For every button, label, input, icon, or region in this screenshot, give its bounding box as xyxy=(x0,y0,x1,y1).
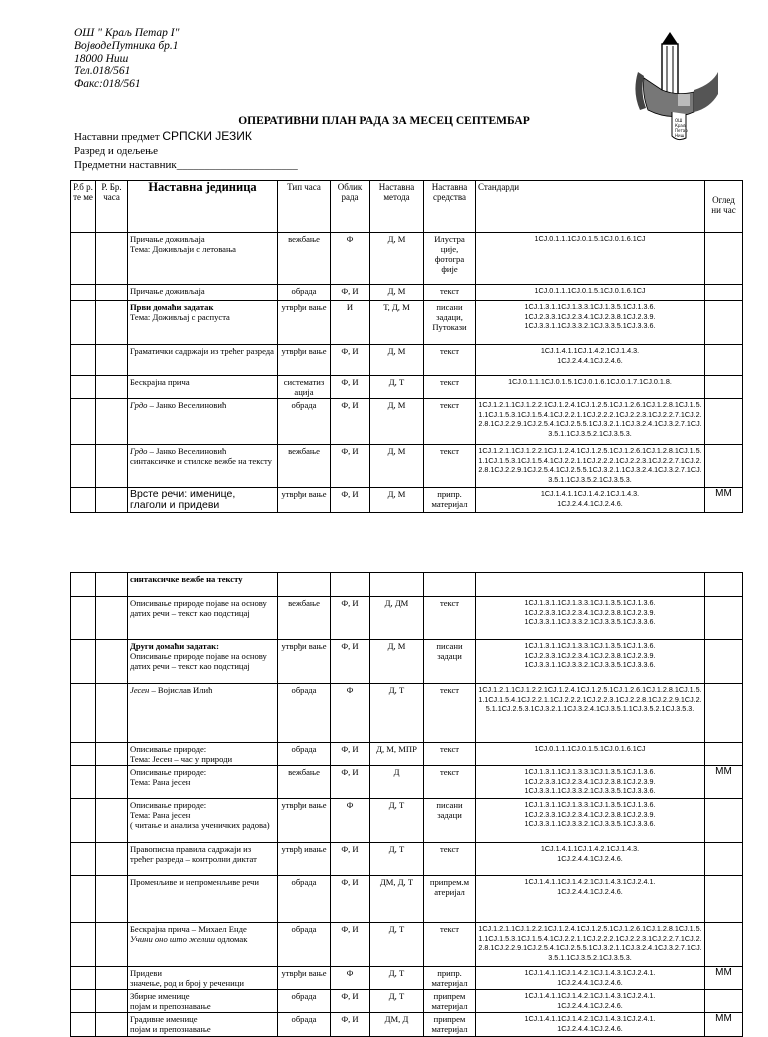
cell-form: Ф, И xyxy=(331,445,370,488)
cell-rb xyxy=(71,301,96,345)
cell-unit xyxy=(128,799,278,843)
cell-rb xyxy=(71,843,96,876)
cell-hour xyxy=(96,233,128,285)
cell-unit xyxy=(128,285,278,301)
cell-hour xyxy=(96,640,128,684)
cell-method: Д, Т xyxy=(370,799,424,843)
cell-method: Д, М xyxy=(370,345,424,376)
cell-observed: ММ xyxy=(705,967,743,990)
cell-means: припрем материјал xyxy=(424,990,476,1013)
cell-unit xyxy=(128,684,278,743)
subject-value: СРПСКИ ЈЕЗИК xyxy=(162,129,252,143)
cell-observed xyxy=(705,923,743,967)
teacher-label: Предметни наставник______________________ xyxy=(74,159,298,171)
cell-rb xyxy=(71,445,96,488)
cell-form: Ф, И xyxy=(331,923,370,967)
school-name: ОШ " Краљ Петар I" xyxy=(74,27,180,39)
cell-standards: 1CJ.1.3.1.1CJ.1.3.3.1CJ.1.3.5.1CJ.1.3.6. 1CJ.2.3.3.1CJ.2.3.4.1CJ.2.3.8.1CJ.2.3.9. 1CJ.3.3.1.1CJ.3.3.2.1CJ.3.3.5.1CJ.3.3.6. xyxy=(476,301,705,345)
cell-standards: 1CJ.0.1.1.1CJ.0.1.5.1CJ.0.1.6.1CJ.0.1.7.1CJ.0.1.8. xyxy=(476,376,705,399)
unit-text: Збирне именице појам и препознавање xyxy=(130,991,211,1011)
cell-form: Ф, И xyxy=(331,285,370,301)
cell-type: вежбање xyxy=(278,597,331,640)
unit-bold-text: синтаксичке вежбе на тексту xyxy=(130,574,243,584)
cell-unit xyxy=(128,640,278,684)
cell-hour xyxy=(96,445,128,488)
cell-means: текст xyxy=(424,445,476,488)
unit-text: Описивање природе: Тема: Јесен – час у природи xyxy=(130,744,233,764)
cell-observed xyxy=(705,990,743,1013)
cell-standards: 1CJ.1.2.1.1CJ.1.2.2.1CJ.1.2.4.1CJ.1.2.5.1CJ.1.2.6.1CJ.1.2.8.1CJ.1.5.1.1CJ.1.5.3.1CJ.1.5.4.1CJ.2.2.1.1CJ.2.2.2.1CJ.2.2.3.1CJ.2.2.7.1CJ.2.2.8.1CJ.2.2.9.1CJ.2.5.4.1CJ.2.5.5.1CJ.3.2.1.1CJ.3.2.4.1CJ.3.2.7.1CJ.3.5.1.1CJ.3.5.2.1CJ.3.5.3. xyxy=(476,923,705,967)
cell-method: Д, Т xyxy=(370,376,424,399)
table-row xyxy=(71,799,743,843)
cell-form: Ф, И xyxy=(331,766,370,799)
cell-standards: 1CJ.0.1.1.1CJ.0.1.5.1CJ.0.1.6.1CJ xyxy=(476,233,705,285)
cell-method: Д, М xyxy=(370,640,424,684)
cell-method: Д, М xyxy=(370,285,424,301)
school-address: ВојводеПутника бр.1 xyxy=(74,39,179,52)
unit-text: Тема: Доживљај с распуста xyxy=(130,312,230,322)
cell-type: утврђ ивање xyxy=(278,843,331,876)
cell-standards: 1CJ.1.3.1.1CJ.1.3.3.1CJ.1.3.5.1CJ.1.3.6. 1CJ.2.3.3.1CJ.2.3.4.1CJ.2.3.8.1CJ.2.3.9. 1CJ.3.3.1.1CJ.3.3.2.1CJ.3.3.5.1CJ.3.3.6. xyxy=(476,766,705,799)
cell-means: текст xyxy=(424,766,476,799)
cell-means: текст xyxy=(424,285,476,301)
cell-means: текст xyxy=(424,399,476,445)
table-row xyxy=(71,684,743,743)
svg-text:Петар: Петар xyxy=(675,128,688,133)
cell-means xyxy=(424,573,476,597)
unit-text: – Јанко Веселиновић синтаксичке и стилске вежбе на тексту xyxy=(130,446,272,466)
cell-unit xyxy=(128,301,278,345)
grade-label: Разред и одељење xyxy=(74,145,158,157)
cell-unit xyxy=(128,399,278,445)
unit-italic-text: Јесен xyxy=(130,685,150,695)
cell-form: Ф, И xyxy=(331,640,370,684)
cell-standards: 1CJ.1.4.1.1CJ.1.4.2.1CJ.1.4.3. 1CJ.2.4.4.1CJ.2.4.6. xyxy=(476,488,705,513)
cell-type: вежбање xyxy=(278,233,331,285)
table-row xyxy=(71,573,743,597)
cell-type: утврђи вање xyxy=(278,640,331,684)
cell-unit xyxy=(128,766,278,799)
unit-text: Градивне именице појам и препознавање xyxy=(130,1014,211,1034)
cell-method: ДМ, Д, Т xyxy=(370,876,424,923)
cell-means: Илустра ције, фотогра фије xyxy=(424,233,476,285)
cell-method: Д, Т xyxy=(370,990,424,1013)
cell-form: Ф xyxy=(331,684,370,743)
cell-rb xyxy=(71,799,96,843)
table-row xyxy=(71,876,743,923)
cell-type: обрада xyxy=(278,923,331,967)
unit-text: – Јанко Веселиновић xyxy=(147,400,227,410)
unit-sans-text: Врсте речи: именице, глаголи и придеви xyxy=(130,488,236,511)
cell-hour xyxy=(96,766,128,799)
cell-observed xyxy=(705,684,743,743)
unit-text: Описивање природе појаве на основу датих речи – текст као подстицај xyxy=(130,651,267,671)
svg-text:Ниш: Ниш xyxy=(675,133,685,138)
cell-unit xyxy=(128,990,278,1013)
cell-standards: 1CJ.1.3.1.1CJ.1.3.3.1CJ.1.3.5.1CJ.1.3.6. 1CJ.2.3.3.1CJ.2.3.4.1CJ.2.3.8.1CJ.2.3.9. 1CJ.3.3.1.1CJ.3.3.2.1CJ.3.3.5.1CJ.3.3.6. xyxy=(476,597,705,640)
cell-means: текст xyxy=(424,843,476,876)
table-row xyxy=(71,445,743,488)
col-rb: Р.б р. те ме xyxy=(71,181,96,233)
unit-text: Бескрајна прича – Михаел Енде xyxy=(130,924,247,934)
cell-means: припр. материјал xyxy=(424,967,476,990)
cell-method: Д, М xyxy=(370,488,424,513)
cell-method: Д, Т xyxy=(370,843,424,876)
col-method: Наставна метода xyxy=(370,181,424,233)
col-standards: Стандарди xyxy=(476,181,705,233)
table-row xyxy=(71,766,743,799)
cell-hour xyxy=(96,399,128,445)
cell-observed xyxy=(705,597,743,640)
cell-type: вежбање xyxy=(278,445,331,488)
table-row xyxy=(71,597,743,640)
cell-means: припрем материјал xyxy=(424,1013,476,1037)
cell-means: писани задаци xyxy=(424,799,476,843)
unit-text: Правописна правила садржаји из трећег разреда – контролни диктат xyxy=(130,844,257,864)
cell-type: обрада xyxy=(278,990,331,1013)
cell-unit xyxy=(128,923,278,967)
cell-hour xyxy=(96,967,128,990)
col-means: Наставна средства xyxy=(424,181,476,233)
cell-observed: ММ xyxy=(705,766,743,799)
unit-bold-text: Први домаћи задатак xyxy=(130,302,214,312)
cell-type: утврђи вање xyxy=(278,799,331,843)
cell-type: утврђи вање xyxy=(278,967,331,990)
col-unit: Наставна јединица xyxy=(128,181,278,233)
cell-observed xyxy=(705,301,743,345)
cell-rb xyxy=(71,766,96,799)
cell-rb xyxy=(71,399,96,445)
school-phone: Тел.018/561 xyxy=(74,65,131,78)
cell-hour xyxy=(96,301,128,345)
table-row xyxy=(71,743,743,766)
cell-method: Д, М xyxy=(370,399,424,445)
cell-rb xyxy=(71,233,96,285)
col-hour: Р. Бр. часа xyxy=(96,181,128,233)
unit-tail-text: одломак xyxy=(215,934,248,944)
cell-form: Ф, И xyxy=(331,376,370,399)
cell-rb xyxy=(71,990,96,1013)
cell-form: Ф, И xyxy=(331,488,370,513)
cell-hour xyxy=(96,923,128,967)
table-row xyxy=(71,345,743,376)
cell-means: текст xyxy=(424,743,476,766)
table-row xyxy=(71,843,743,876)
cell-unit xyxy=(128,876,278,923)
cell-standards: 1CJ.1.2.1.1CJ.1.2.2.1CJ.1.2.4.1CJ.1.2.5.1CJ.1.2.6.1CJ.1.2.8.1CJ.1.5.1.1CJ.1.5.3.1CJ.1.5.4.1CJ.2.2.1.1CJ.2.2.2.1CJ.2.2.3.1CJ.2.2.7.1CJ.2.2.8.1CJ.2.2.9.1CJ.2.5.4.1CJ.2.5.5.1CJ.3.2.1.1CJ.3.2.4.1CJ.3.2.7.1CJ.3.5.1.1CJ.3.5.2.1CJ.3.5.3. xyxy=(476,399,705,445)
cell-rb xyxy=(71,285,96,301)
cell-hour xyxy=(96,285,128,301)
cell-standards: 1CJ.1.3.1.1CJ.1.3.3.1CJ.1.3.5.1CJ.1.3.6. 1CJ.2.3.3.1CJ.2.3.4.1CJ.2.3.8.1CJ.2.3.9. 1CJ.3.3.1.1CJ.3.3.2.1CJ.3.3.5.1CJ.3.3.6. xyxy=(476,640,705,684)
cell-standards: 1CJ.1.4.1.1CJ.1.4.2.1CJ.1.4.3.1CJ.2.4.1. 1CJ.2.4.4.1CJ.2.4.6. xyxy=(476,1013,705,1037)
cell-method: Д, Т xyxy=(370,967,424,990)
cell-rb xyxy=(71,684,96,743)
table-row xyxy=(71,376,743,399)
cell-unit xyxy=(128,597,278,640)
table-row xyxy=(71,640,743,684)
unit-italic-text: Учини оно што желиш xyxy=(130,934,216,944)
col-form: Облик рада xyxy=(331,181,370,233)
cell-form: И xyxy=(331,301,370,345)
cell-unit xyxy=(128,376,278,399)
school-header xyxy=(74,27,179,91)
cell-type: обрада xyxy=(278,399,331,445)
cell-method: Т, Д, М xyxy=(370,301,424,345)
svg-text:Краљ: Краљ xyxy=(675,123,687,128)
cell-observed xyxy=(705,445,743,488)
table-row xyxy=(71,1013,743,1037)
cell-standards: 1CJ.1.4.1.1CJ.1.4.2.1CJ.1.4.3. 1CJ.2.4.4.1CJ.2.4.6. xyxy=(476,843,705,876)
cell-rb xyxy=(71,345,96,376)
cell-observed: ММ xyxy=(705,488,743,513)
school-fax: Факс:018/561 xyxy=(74,78,141,91)
school-city: 18000 Ниш xyxy=(74,52,129,65)
cell-standards: 1CJ.0.1.1.1CJ.0.1.5.1CJ.0.1.6.1CJ xyxy=(476,743,705,766)
cell-means: припрем.м атеријал xyxy=(424,876,476,923)
cell-observed xyxy=(705,573,743,597)
cell-unit xyxy=(128,843,278,876)
cell-standards: 1CJ.1.2.1.1CJ.1.2.2.1CJ.1.2.4.1CJ.1.2.5.1CJ.1.2.6.1CJ.1.2.8.1CJ.1.5.1.1CJ.1.5.4.1CJ.2.2.1.1CJ.2.2.2.1CJ.2.2.3.1CJ.2.2.8.1CJ.2.2.9.1CJ.2.5.1.1CJ.2.5.3.1CJ.3.2.1.1CJ.3.2.4.1CJ.3.5.1.1CJ.3.5.2.1CJ.3.5.3. xyxy=(476,684,705,743)
cell-form: Ф, И xyxy=(331,843,370,876)
unit-text: Причање доживљаја Тема: Доживљаји с летовања xyxy=(130,234,236,254)
cell-method: Д, М xyxy=(370,233,424,285)
cell-means: текст xyxy=(424,923,476,967)
cell-observed xyxy=(705,640,743,684)
cell-rb xyxy=(71,597,96,640)
cell-rb xyxy=(71,488,96,513)
cell-hour xyxy=(96,990,128,1013)
cell-type: обрада xyxy=(278,684,331,743)
cell-observed: ММ xyxy=(705,1013,743,1037)
school-logo xyxy=(632,32,720,144)
cell-hour xyxy=(96,597,128,640)
table-row xyxy=(71,301,743,345)
cell-unit xyxy=(128,573,278,597)
cell-form: Ф, И xyxy=(331,345,370,376)
cell-form: Ф, И xyxy=(331,990,370,1013)
cell-method: ДМ, Д xyxy=(370,1013,424,1037)
unit-text: Граматички садржаји из трећег разреда xyxy=(130,346,274,356)
table-row xyxy=(71,967,743,990)
unit-text: Описивање природе појаве на основу датих речи – текст као подстицај xyxy=(130,598,267,618)
unit-text: Описивање природе: Тема: Рана јесен ( читање и анализа ученичких радова) xyxy=(130,800,270,830)
cell-hour xyxy=(96,843,128,876)
cell-form: Ф, И xyxy=(331,597,370,640)
cell-observed xyxy=(705,399,743,445)
table-row xyxy=(71,488,743,513)
cell-type: обрада xyxy=(278,743,331,766)
cell-hour xyxy=(96,799,128,843)
cell-rb xyxy=(71,1013,96,1037)
cell-type xyxy=(278,573,331,597)
cell-hour xyxy=(96,488,128,513)
cell-form: Ф, И xyxy=(331,1013,370,1037)
table-row xyxy=(71,923,743,967)
plan-meta xyxy=(74,129,298,172)
cell-method: Д, Т xyxy=(370,684,424,743)
cell-observed xyxy=(705,376,743,399)
cell-rb xyxy=(71,743,96,766)
cell-observed xyxy=(705,285,743,301)
cell-unit xyxy=(128,345,278,376)
cell-method: Д, Т xyxy=(370,923,424,967)
cell-standards: 1CJ.1.4.1.1CJ.1.4.2.1CJ.1.4.3. 1CJ.2.4.4.1CJ.2.4.6. xyxy=(476,345,705,376)
table-row xyxy=(71,399,743,445)
cell-form: Ф xyxy=(331,967,370,990)
table-row xyxy=(71,233,743,285)
cell-standards: 1CJ.1.4.1.1CJ.1.4.2.1CJ.1.4.3.1CJ.2.4.1. 1CJ.2.4.4.1CJ.2.4.6. xyxy=(476,967,705,990)
cell-observed xyxy=(705,345,743,376)
cell-means: текст xyxy=(424,376,476,399)
cell-means: текст xyxy=(424,597,476,640)
cell-standards: 1CJ.1.4.1.1CJ.1.4.2.1CJ.1.4.3.1CJ.2.4.1. 1CJ.2.4.4.1CJ.2.4.6. xyxy=(476,990,705,1013)
plan-table-bottom xyxy=(70,572,743,1037)
unit-text: Описивање природе: Тема: Рана јесен xyxy=(130,767,207,787)
cell-type: вежбање xyxy=(278,766,331,799)
plan-table-top xyxy=(70,180,743,513)
cell-type: утврђи вање xyxy=(278,345,331,376)
cell-standards: 1CJ.0.1.1.1CJ.0.1.5.1CJ.0.1.6.1CJ xyxy=(476,285,705,301)
cell-observed xyxy=(705,799,743,843)
cell-observed xyxy=(705,743,743,766)
cell-type: обрада xyxy=(278,876,331,923)
cell-unit xyxy=(128,488,278,513)
cell-hour xyxy=(96,1013,128,1037)
cell-means: текст xyxy=(424,684,476,743)
cell-means: припр. материјал xyxy=(424,488,476,513)
cell-standards: 1CJ.1.2.1.1CJ.1.2.2.1CJ.1.2.4.1CJ.1.2.5.1CJ.1.2.6.1CJ.1.2.8.1CJ.1.5.1.1CJ.1.5.3.1CJ.1.5.4.1CJ.2.2.1.1CJ.2.2.2.1CJ.2.2.3.1CJ.2.2.7.1CJ.2.2.8.1CJ.2.2.9.1CJ.2.5.4.1CJ.2.5.5.1CJ.3.2.1.1CJ.3.2.4.1CJ.3.2.7.1CJ.3.5.1.1CJ.3.5.2.1CJ.3.5.3. xyxy=(476,445,705,488)
subject-line xyxy=(74,129,298,144)
cell-type: обрада xyxy=(278,1013,331,1037)
cell-standards: 1CJ.1.4.1.1CJ.1.4.2.1CJ.1.4.3.1CJ.2.4.1. 1CJ.2.4.4.1CJ.2.4.6. xyxy=(476,876,705,923)
cell-hour xyxy=(96,345,128,376)
unit-italic-text: Грдо xyxy=(130,400,148,410)
cell-form: Ф xyxy=(331,799,370,843)
unit-italic-text: Грдо xyxy=(130,446,148,456)
col-observed: Оглед ни час xyxy=(705,181,743,233)
cell-method: Д, М, МПР xyxy=(370,743,424,766)
unit-text: Причање доживљаја xyxy=(130,286,205,296)
cell-rb xyxy=(71,967,96,990)
col-type: Тип часа xyxy=(278,181,331,233)
unit-text: – Војислав Илић xyxy=(149,685,213,695)
cell-type: утврђи вање xyxy=(278,488,331,513)
table-row xyxy=(71,990,743,1013)
cell-hour xyxy=(96,573,128,597)
plan-title: ОПЕРАТИВНИ ПЛАН РАДА ЗА МЕСЕЦ СЕПТЕМБАР xyxy=(238,115,530,127)
cell-means: текст xyxy=(424,345,476,376)
cell-unit xyxy=(128,1013,278,1037)
cell-unit xyxy=(128,967,278,990)
table-header-row xyxy=(71,181,743,233)
unit-text: Придеви значење, род и број у реченици xyxy=(130,968,244,988)
cell-standards: 1CJ.1.3.1.1CJ.1.3.3.1CJ.1.3.5.1CJ.1.3.6. 1CJ.2.3.3.1CJ.2.3.4.1CJ.2.3.8.1CJ.2.3.9. 1CJ.3.3.1.1CJ.3.3.2.1CJ.3.3.5.1CJ.3.3.6. xyxy=(476,799,705,843)
cell-method: Д, ДМ xyxy=(370,597,424,640)
cell-unit xyxy=(128,743,278,766)
cell-form xyxy=(331,573,370,597)
cell-means: писани задаци, Путокази xyxy=(424,301,476,345)
subject-label: Наставни предмет xyxy=(74,131,163,143)
cell-type: систематиз ација xyxy=(278,376,331,399)
cell-rb xyxy=(71,376,96,399)
cell-observed xyxy=(705,876,743,923)
cell-means: писани задаци xyxy=(424,640,476,684)
cell-hour xyxy=(96,876,128,923)
cell-form: Ф, И xyxy=(331,399,370,445)
unit-bold-text: Други домаћи задатак: xyxy=(130,641,219,651)
cell-unit xyxy=(128,445,278,488)
cell-observed xyxy=(705,843,743,876)
cell-hour xyxy=(96,743,128,766)
unit-text: Бескрајна прича xyxy=(130,377,190,387)
cell-rb xyxy=(71,573,96,597)
cell-rb xyxy=(71,876,96,923)
cell-rb xyxy=(71,640,96,684)
cell-hour xyxy=(96,684,128,743)
cell-method: Д, М xyxy=(370,445,424,488)
cell-observed xyxy=(705,233,743,285)
cell-hour xyxy=(96,376,128,399)
cell-form: Ф, И xyxy=(331,743,370,766)
cell-unit xyxy=(128,233,278,285)
cell-method: Д xyxy=(370,766,424,799)
cell-type: обрада xyxy=(278,285,331,301)
svg-text:ОШ: ОШ xyxy=(675,118,683,123)
cell-method xyxy=(370,573,424,597)
cell-form: Ф, И xyxy=(331,876,370,923)
cell-standards xyxy=(476,573,705,597)
cell-type: утврђи вање xyxy=(278,301,331,345)
unit-text: Променљиве и непроменљиве речи xyxy=(130,877,259,887)
cell-form: Ф xyxy=(331,233,370,285)
table-row xyxy=(71,285,743,301)
cell-rb xyxy=(71,923,96,967)
